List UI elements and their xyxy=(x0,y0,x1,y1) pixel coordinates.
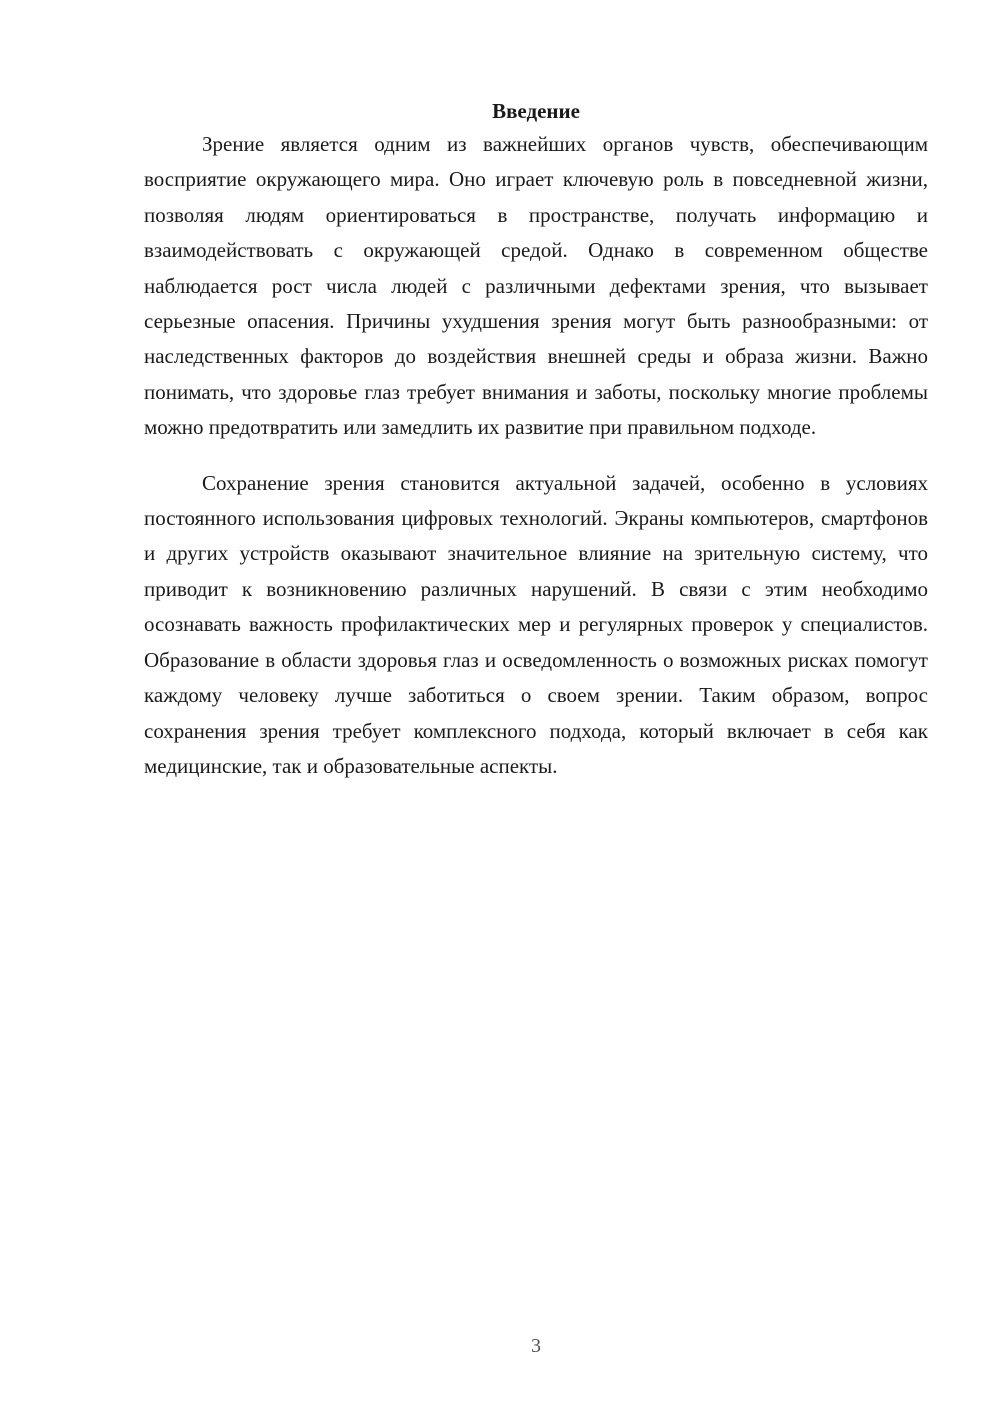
page-content xyxy=(144,95,928,784)
paragraph-1: Зрение является одним из важнейших органов чувств, обеспечивающим восприятие окружающего мира. Оно играет ключевую роль в повседневной жизни, позволяя людям ориентироваться в пространстве, получать информацию и взаимодействовать с окружающей средой. Однако в современном обществе наблюдается рост числа людей с различными дефектами зрения, что вызывает серьезные опасения. Причины ухудшения зрения могут быть разнообразными: от наследственных факторов до воздействия внешней среды и образа жизни. Важно понимать, что здоровье глаз требует внимания и заботы, поскольку многие проблемы можно предотвратить или замедлить их развитие при правильном подходе. xyxy=(144,132,928,440)
section-heading: Введение xyxy=(492,99,580,123)
paragraph-2: Сохранение зрения становится актуальной задачей, особенно в условиях постоянного использования цифровых технологий. Экраны компьютеров, смартфонов и других устройств оказывают значительное влияние на зрительную систему, что приводит к возникновению различных нарушений. В связи с этим необходимо осознавать важность профилактических мер и регулярных проверок у специалистов. Образование в области здоровья глаз и осведомленность о возможных рисках помогут каждому человеку лучше заботиться о своем зрении. Таким образом, вопрос сохранения зрения требует комплексного подхода, который включает в себя как медицинские, так и образовательные аспекты. xyxy=(144,470,928,778)
page-number: 3 xyxy=(531,1335,541,1357)
